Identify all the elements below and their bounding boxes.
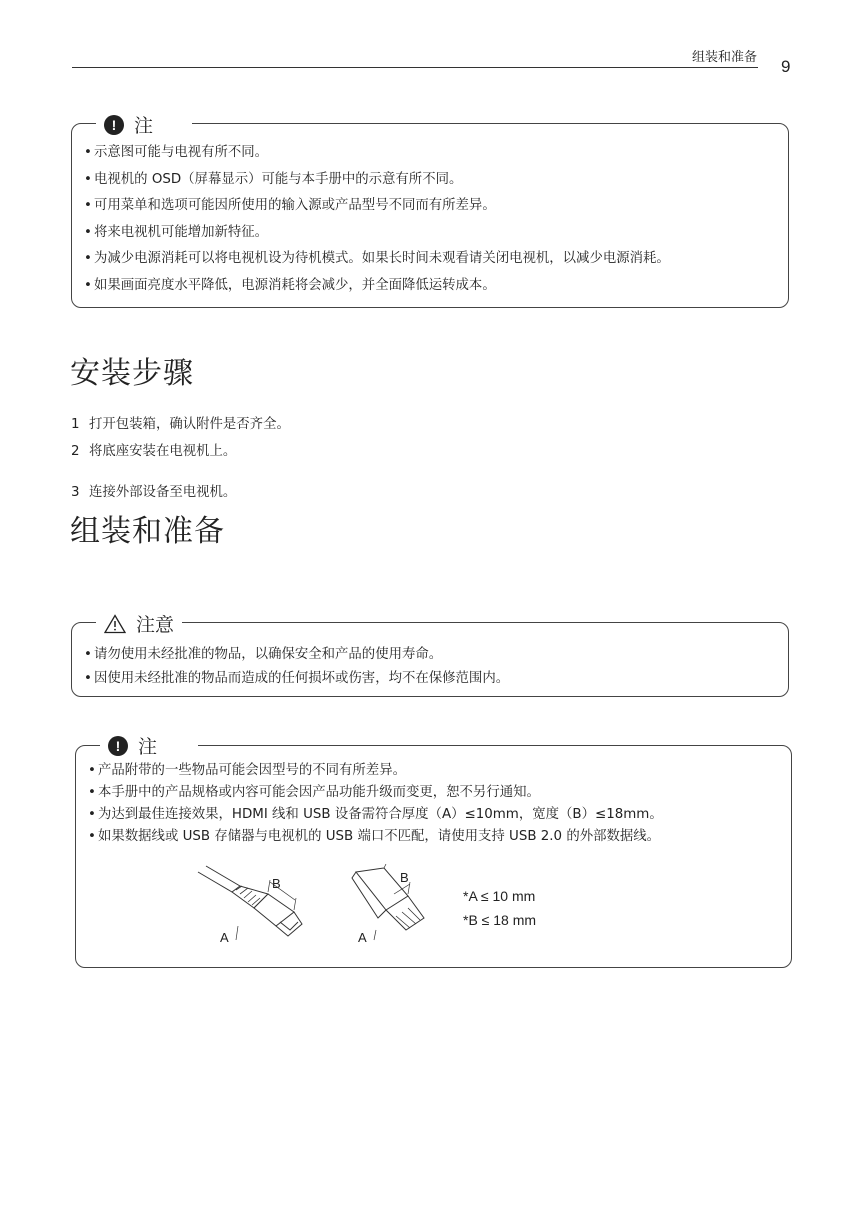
list-item: • 产品附带的一些物品可能会因型号的不同有所差异。 bbox=[88, 763, 406, 778]
step-item: 1 打开包装箱，确认附件是否齐全。 bbox=[71, 417, 290, 432]
list-item: • 电视机的 OSD（屏幕显示）可能与本手册中的示意有所不同。 bbox=[84, 171, 463, 187]
connector-dimension-figure bbox=[196, 864, 446, 950]
list-item: • 将来电视机可能增加新特征。 bbox=[84, 224, 269, 240]
note-list bbox=[84, 140, 670, 299]
page-number: 9 bbox=[781, 57, 791, 76]
note-box-general bbox=[71, 115, 789, 308]
spec-thickness: *A ≤ 10 mm bbox=[463, 888, 536, 904]
step-item: 2 将底座安装在电视机上。 bbox=[71, 444, 237, 459]
exclamation-icon: ! bbox=[104, 115, 124, 135]
list-item: • 如果数据线或 USB 存储器与电视机的 USB 端口不匹配，请使用支持 USB 2.0 的外部数据线。 bbox=[88, 829, 661, 844]
list-item: • 为达到最佳连接效果，HDMI 线和 USB 设备需符合厚度（A）≤10mm，宽度（B）≤18mm。 bbox=[88, 807, 663, 822]
section-heading-install: 安装步骤 bbox=[70, 356, 194, 391]
list-item: • 请勿使用未经批准的物品，以确保安全和产品的使用寿命。 bbox=[84, 647, 443, 662]
list-item: • 可用菜单和选项可能因所使用的输入源或产品型号不同而有所差异。 bbox=[84, 198, 496, 213]
list-item: • 如果画面亮度水平降低，电源消耗将会减少，并全面降低运转成本。 bbox=[84, 277, 496, 293]
dimension-label-b: B bbox=[272, 876, 281, 891]
note-list bbox=[88, 760, 663, 848]
dimension-label-b: B bbox=[400, 870, 409, 885]
dimension-label-a: A bbox=[220, 930, 229, 945]
caution-list bbox=[84, 643, 509, 691]
note-box-header bbox=[96, 111, 192, 138]
step-item: 3 连接外部设备至电视机。 bbox=[71, 485, 237, 500]
note-title: 注 bbox=[134, 115, 154, 137]
warning-triangle-icon bbox=[104, 614, 126, 634]
usb-stick-illustration bbox=[352, 864, 424, 940]
caution-box-header bbox=[96, 610, 182, 637]
list-item: • 因使用未经批准的物品而造成的任何损坏或伤害，均不在保修范围内。 bbox=[84, 671, 510, 686]
list-item: • 示意图可能与电视有所不同。 bbox=[84, 145, 269, 160]
running-header-title: 组装和准备 bbox=[691, 50, 757, 65]
list-item: • 本手册中的产品规格或内容可能会因产品功能升级而变更，恕不另行通知。 bbox=[88, 785, 540, 800]
note-box-header bbox=[100, 732, 198, 759]
exclamation-icon: ! bbox=[108, 736, 128, 756]
spec-width: *B ≤ 18 mm bbox=[463, 912, 537, 928]
header-rule bbox=[72, 67, 758, 68]
dimension-label-a: A bbox=[358, 930, 367, 945]
caution-box bbox=[71, 614, 789, 697]
note-title: 注 bbox=[138, 736, 158, 758]
list-item: • 为减少电源消耗可以将电视机设为待机模式。如果长时间未观看请关闭电视机，以减少电源消耗。 bbox=[84, 251, 670, 266]
section-heading-assembly: 组装和准备 bbox=[70, 514, 225, 549]
caution-title: 注意 bbox=[136, 614, 175, 636]
hdmi-cable-illustration bbox=[198, 866, 302, 940]
